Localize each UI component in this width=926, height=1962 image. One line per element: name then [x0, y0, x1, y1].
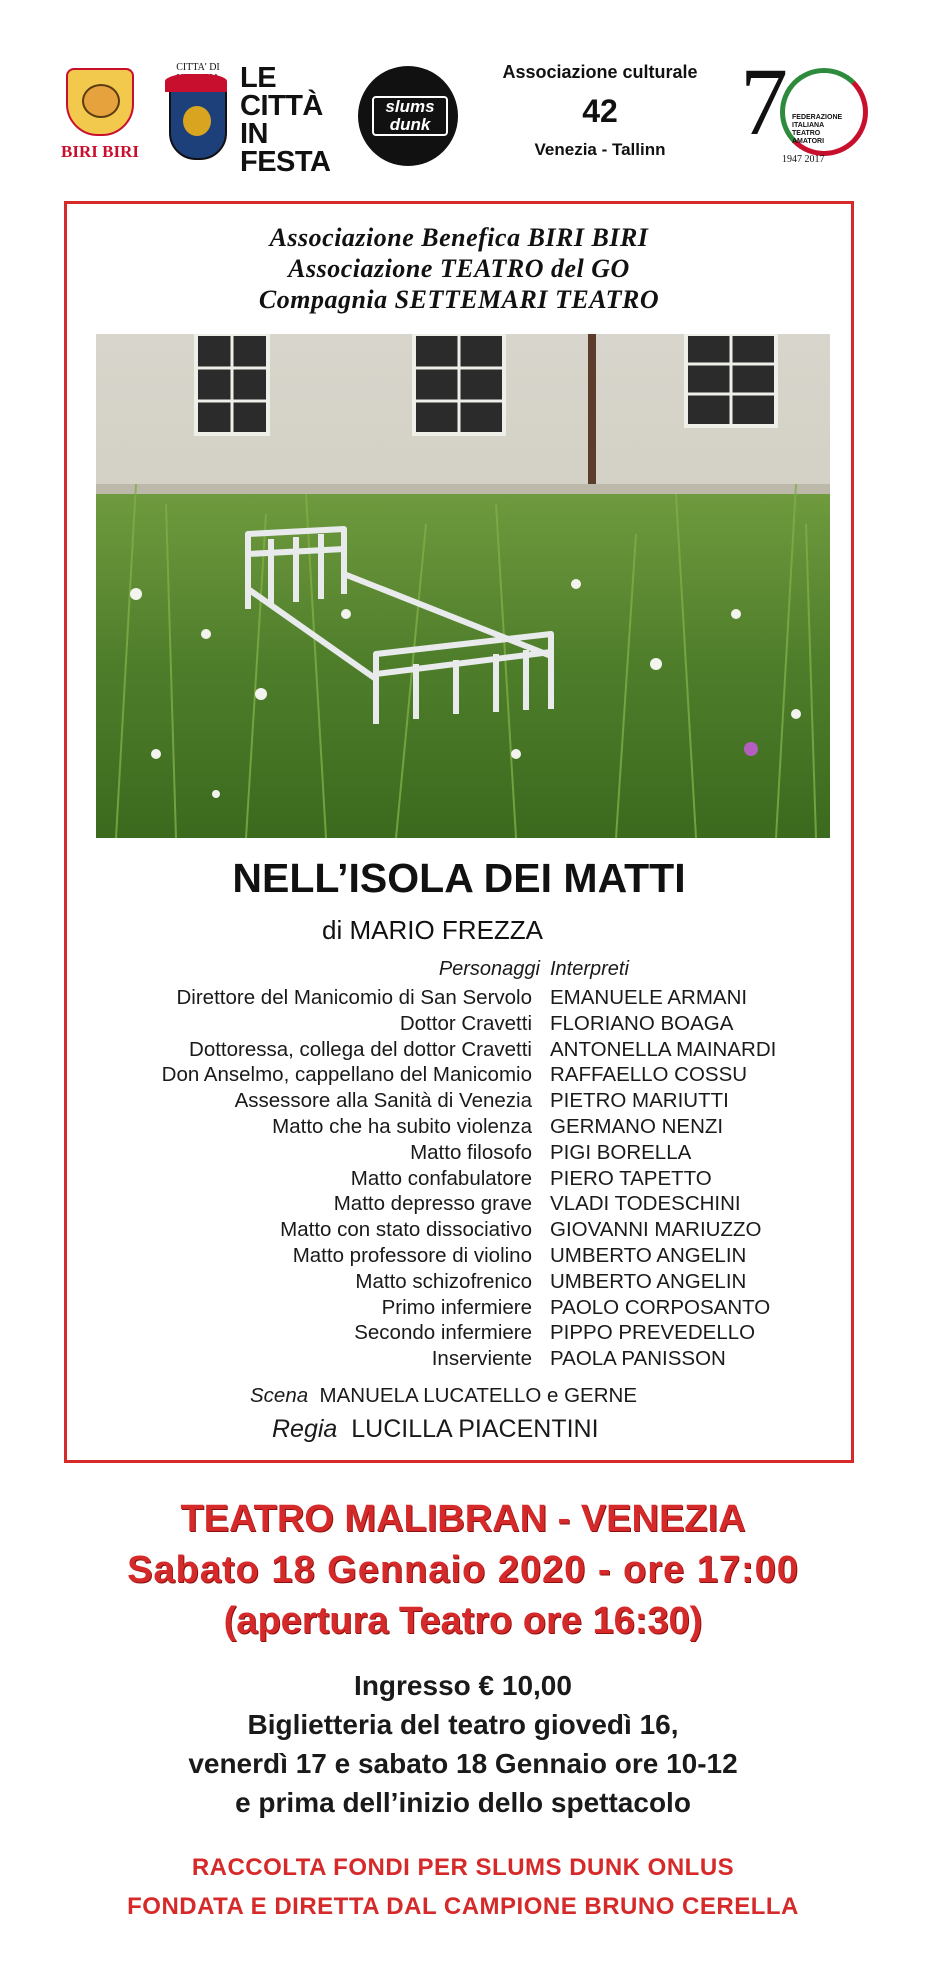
event-venue: TEATRO MALIBRAN - VENEZIA — [180, 1498, 746, 1540]
citta-line: IN — [240, 118, 268, 150]
character-name: Dottor Cravetti — [399, 1011, 532, 1035]
event-date: Sabato 18 Gennaio 2020 - ore 17:00 — [127, 1549, 799, 1591]
actor-name: RAFFAELLO COSSU — [550, 1063, 748, 1087]
fundraising-info — [0, 1848, 926, 1926]
regia-credit — [272, 1415, 599, 1444]
actor-name: UMBERTO ANGELIN — [550, 1243, 747, 1267]
lion-crest-icon — [66, 68, 134, 136]
play-title: NELL’ISOLA DEI MATTI — [232, 855, 686, 901]
character-name: Assessore alla Sanità di Venezia — [234, 1089, 532, 1113]
scena-credit — [250, 1384, 637, 1408]
actor-name: PIERO TAPETTO — [550, 1166, 712, 1190]
fita-text: FEDERAZIONE ITALIANA TEATRO AMATORI — [792, 114, 843, 145]
fita-70-logo — [740, 48, 870, 174]
characters-list — [162, 985, 532, 1372]
event-opening: (apertura Teatro ore 16:30) — [223, 1600, 703, 1642]
character-name: Matto depresso grave — [333, 1192, 532, 1216]
character-name: Matto professore di violino — [292, 1243, 532, 1267]
actors-list — [550, 985, 776, 1372]
venezia-caption: CITTA' DI — [176, 62, 220, 73]
character-name: Dottoressa, collega del dottor Cravetti — [189, 1037, 532, 1061]
venezia-crest-icon — [169, 86, 227, 160]
organizer-line: Associazione Benefica BIRI BIRI — [269, 223, 649, 252]
poster-photo — [96, 334, 830, 838]
slums-dunk-logo-text: slums dunk — [372, 96, 448, 136]
actor-name: PIETRO MARIUTTI — [550, 1089, 729, 1113]
assoc42-number: 42 — [582, 93, 618, 129]
scena-value: MANUELA LUCATELLO e GERNE — [319, 1384, 638, 1407]
play-author: di MARIO FREZZA — [322, 915, 544, 945]
scena-label: Scena — [250, 1384, 309, 1407]
character-name: Matto schizofrenico — [355, 1269, 532, 1293]
organizer-line: Compagnia SETTEMARI TEATRO — [258, 285, 660, 314]
character-name: Matto filosofo — [410, 1140, 532, 1164]
character-name: Matto confabulatore — [350, 1166, 532, 1190]
actor-name: EMANUELE ARMANI — [550, 986, 748, 1009]
ticket-info — [0, 1666, 926, 1822]
fundraising-line: RACCOLTA FONDI PER SLUMS DUNK ONLUS — [191, 1854, 735, 1881]
actor-name: FLORIANO BOAGA — [550, 1011, 734, 1035]
biri-biri-logo-text: BIRI BIRI — [61, 142, 139, 161]
actor-name: PAOLO CORPOSANTO — [550, 1295, 771, 1319]
actors-header: Interpreti — [550, 958, 629, 980]
organizer-line: Associazione TEATRO del GO — [288, 254, 630, 283]
fita-number: 7 — [740, 48, 788, 155]
organizers — [64, 222, 854, 315]
actor-name: VLADI TODESCHINI — [550, 1192, 741, 1216]
le-citta-in-festa-logo — [240, 64, 335, 176]
character-name: Secondo infermiere — [354, 1321, 532, 1345]
actor-name: ANTONELLA MAINARDI — [550, 1037, 777, 1061]
character-name: Matto con stato dissociativo — [280, 1218, 532, 1242]
bed-in-grass-image — [96, 334, 830, 838]
actor-name: PIGI BORELLA — [550, 1140, 692, 1164]
character-name: Don Anselmo, cappellano del Manicomio — [161, 1063, 532, 1087]
regia-value: LUCILLA PIACENTINI — [351, 1415, 599, 1443]
character-name: Primo infermiere — [381, 1295, 532, 1319]
regia-label: Regia — [272, 1415, 338, 1443]
actor-name: UMBERTO ANGELIN — [550, 1269, 747, 1293]
actor-name: GERMANO NENZI — [550, 1114, 724, 1138]
citta-line: LE — [240, 62, 277, 94]
slums-dunk-logo — [358, 66, 458, 166]
fundraising-line: FONDATA E DIRETTA DAL CAMPIONE BRUNO CERELLA — [127, 1893, 799, 1920]
characters-header: Personaggi — [438, 958, 540, 980]
ticket-line: venerdì 17 e sabato 18 Gennaio ore 10-12 — [188, 1748, 738, 1779]
fita-years: 1947 2017 — [782, 154, 825, 165]
character-name: Inserviente — [431, 1347, 532, 1371]
character-name: Matto che ha subito violenza — [272, 1114, 532, 1138]
assoc42-line1: Associazione culturale — [502, 62, 698, 82]
actor-name: PAOLA PANISSON — [550, 1347, 726, 1371]
ticket-line: Biglietteria del teatro giovedì 16, — [247, 1709, 679, 1740]
ticket-price: Ingresso € 10,00 — [354, 1670, 572, 1701]
assoc42-cities: Venezia - Tallinn — [534, 140, 666, 159]
citta-line: CITTÀ — [240, 90, 323, 122]
actor-name: PIPPO PREVEDELLO — [550, 1321, 756, 1345]
citta-di-venezia-logo — [168, 62, 228, 172]
biri-biri-logo — [55, 60, 145, 170]
associazione-42 — [480, 62, 720, 160]
citta-line: FESTA — [240, 146, 331, 178]
actor-name: GIOVANNI MARIUZZO — [550, 1218, 762, 1242]
character-name: Direttore del Manicomio di San Servolo — [176, 986, 532, 1009]
ticket-line: e prima dell’inizio dello spettacolo — [235, 1787, 691, 1818]
